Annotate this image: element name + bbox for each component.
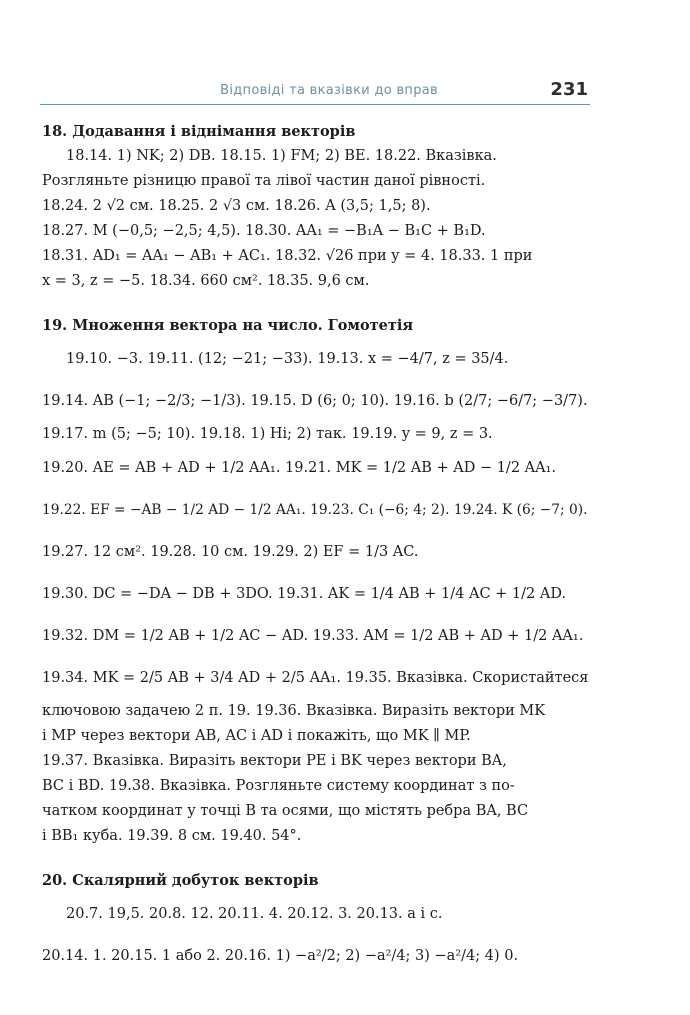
answer-line: ключовою задачею 2 п. 19. 19.36. Вказівка. Виразіть вектори MK: [42, 703, 546, 719]
answer-line: 19.22. EF = −AB − 1/2 AD − 1/2 AA₁. 19.23. C₁ (−6; 4; 2). 19.24. K (6; −7; 0).: [42, 502, 588, 518]
answer-line: 18.27. M (−0,5; −2,5; 4,5). 18.30. AA₁ = −B₁A − B₁C + B₁D.: [42, 223, 486, 239]
answer-line: 18.24. 2 √2 см. 18.25. 2 √3 см. 18.26. A (3,5; 1,5; 8).: [42, 198, 431, 214]
answer-line: x = 3, z = −5. 18.34. 660 см². 18.35. 9,6 см.: [42, 273, 370, 289]
answer-line: чатком координат у точці B та осями, що містять ребра BA, BC: [42, 803, 529, 819]
answer-line: 18.14. 1) NK; 2) DB. 18.15. 1) FM; 2) BE. 18.22. Вказівка.: [66, 148, 497, 164]
answer-line: 19.20. AE = AB + AD + 1/2 AA₁. 19.21. MK = 1/2 AB + AD − 1/2 AA₁.: [42, 460, 557, 476]
answer-line: 20.14. 1. 20.15. 1 або 2. 20.16. 1) −a²/2; 2) −a²/4; 3) −a²/4; 4) 0.: [42, 948, 519, 964]
section-title-20: 20. Скалярний добуток векторів: [42, 872, 319, 889]
header-rule: [40, 104, 590, 105]
answer-line: 19.10. −3. 19.11. (12; −21; −33). 19.13. x = −4/7, z = 35/4.: [66, 351, 509, 367]
section-title-18: 18. Додавання і віднімання векторів: [42, 123, 356, 140]
answer-line: 19.32. DM = 1/2 AB + 1/2 AC − AD. 19.33. AM = 1/2 AB + AD + 1/2 AA₁.: [42, 628, 584, 644]
running-header: [42, 79, 588, 103]
answer-line: 20.7. 19,5. 20.8. 12. 20.11. 4. 20.12. 3. 20.13. a і c.: [66, 906, 443, 922]
answer-line: і BB₁ куба. 19.39. 8 см. 19.40. 54°.: [42, 828, 302, 844]
running-title: Відповіді та вказівки до вправ: [220, 83, 438, 98]
page-number: 231: [550, 79, 588, 100]
answer-line: 19.34. MK = 2/5 AB + 3/4 AD + 2/5 AA₁. 19.35. Вказівка. Скористайтеся: [42, 670, 589, 686]
answer-line: і MP через вектори AB, AC і AD і покажіть, що MK ∥ MP.: [42, 728, 471, 744]
answer-line: Розгляньте різницю правої та лівої частин даної рівності.: [42, 173, 486, 189]
answer-line: 18.31. AD₁ = AA₁ − AB₁ + AC₁. 18.32. √26 при y = 4. 18.33. 1 при: [42, 248, 533, 264]
answer-line: 19.14. AB (−1; −2/3; −1/3). 19.15. D (6; 0; 10). 19.16. b (2/7; −6/7; −3/7).: [42, 393, 588, 409]
answers-content: [42, 120, 588, 977]
answer-line: BC і BD. 19.38. Вказівка. Розгляньте систему координат з по-: [42, 778, 515, 794]
answer-line: 19.37. Вказівка. Виразіть вектори PE і BK через вектори BA,: [42, 753, 507, 769]
answer-line: 19.17. m (5; −5; 10). 19.18. 1) Ні; 2) так. 19.19. y = 9, z = 3.: [42, 426, 493, 442]
section-title-19: 19. Множення вектора на число. Гомотетія: [42, 317, 414, 334]
answer-line: 19.27. 12 см². 19.28. 10 см. 19.29. 2) EF = 1/3 AC.: [42, 544, 419, 560]
answer-line: 19.30. DC = −DA − DB + 3DO. 19.31. AK = 1/4 AB + 1/4 AC + 1/2 AD.: [42, 586, 567, 602]
